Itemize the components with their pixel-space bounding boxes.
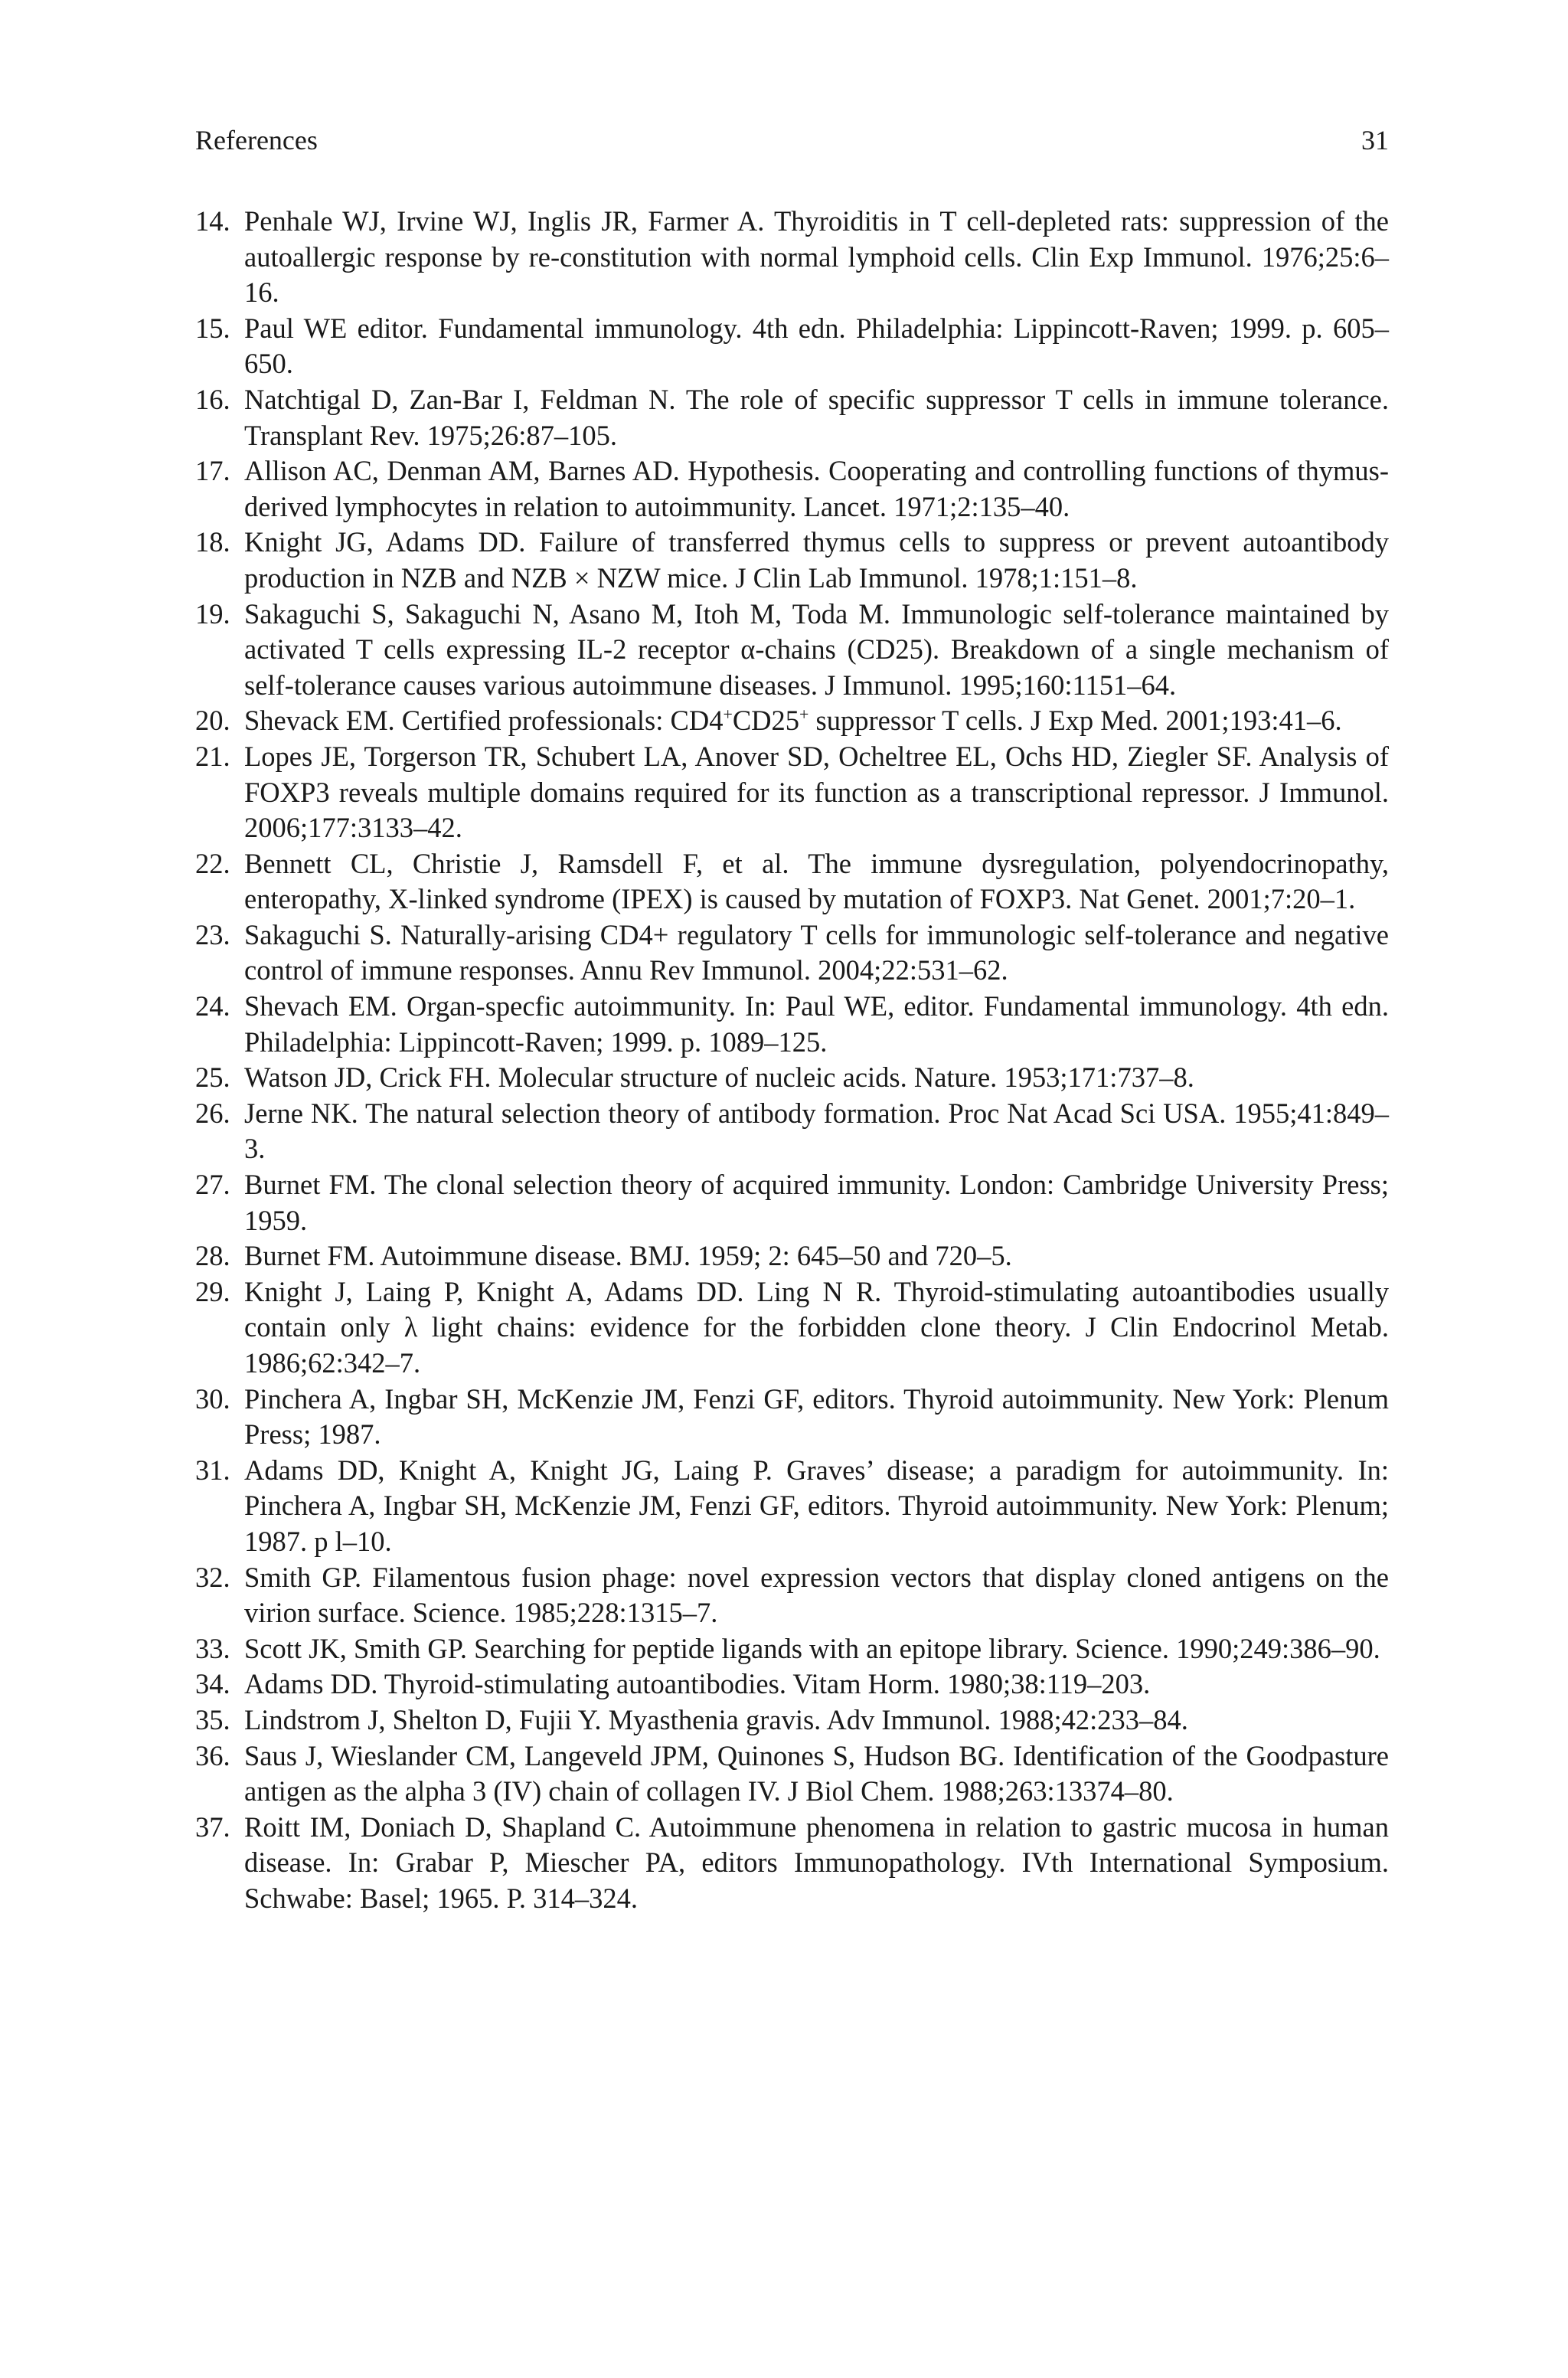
reference-text: Penhale WJ, Irvine WJ, Inglis JR, Farmer A. Thyroiditis in T cell-depleted rats: suppression of the autoallergic response by re-constitution with normal lymphoid cells. Clin Exp Immunol. 1976;25:6–16. [244, 205, 1389, 309]
reference-number: 35. [195, 1703, 230, 1735]
reference-number: 23. [195, 918, 230, 950]
reference-item [195, 1382, 1389, 1453]
reference-number: 28. [195, 1240, 230, 1272]
reference-item [195, 453, 1389, 525]
reference-text: Burnet FM. Autoimmune disease. BMJ. 1959; 2: 645–50 and 720–5. [244, 1240, 1012, 1272]
reference-number: 16. [195, 383, 230, 415]
reference-item [195, 1060, 1389, 1096]
reference-item [195, 1096, 1389, 1167]
reference-text-part: suppressor T cells. J Exp Med. 2001;193:41–6. [808, 705, 1342, 737]
reference-number: 36. [195, 1739, 230, 1771]
reference-item [195, 846, 1389, 918]
reference-item [195, 1667, 1389, 1703]
reference-text: Smith GP. Filamentous fusion phage: novel expression vectors that display cloned antigens on the virion surface. Science. 1985;228:1315–7. [244, 1561, 1389, 1629]
reference-text: Burnet FM. The clonal selection theory of acquired immunity. London: Cambridge University Press; 1959. [244, 1169, 1389, 1236]
reference-text: Allison AC, Denman AM, Barnes AD. Hypothesis. Cooperating and controlling functions of thymus-derived lymphocytes in relation to autoimmunity. Lancet. 1971;2:135–40. [244, 455, 1389, 522]
reference-item [195, 597, 1389, 704]
reference-number: 37. [195, 1810, 230, 1843]
reference-number: 17. [195, 455, 230, 487]
reference-item [195, 739, 1389, 846]
reference-item [195, 1810, 1389, 1917]
page-number: 31 [1361, 125, 1389, 155]
reference-number: 15. [195, 312, 230, 344]
reference-item [195, 311, 1389, 382]
reference-text: Watson JD, Crick FH. Molecular structure of nucleic acids. Nature. 1953;171:737–8. [244, 1061, 1194, 1094]
reference-number: 14. [195, 205, 230, 237]
reference-number: 22. [195, 847, 230, 879]
reference-text: Lindstrom J, Shelton D, Fujii Y. Myasthenia gravis. Adv Immunol. 1988;42:233–84. [244, 1703, 1188, 1735]
reference-text: Adams DD. Thyroid-stimulating autoantibodies. Vitam Horm. 1980;38:119–203. [244, 1668, 1151, 1700]
reference-number: 19. [195, 597, 230, 630]
reference-text [244, 703, 1389, 739]
reference-number: 33. [195, 1632, 230, 1664]
reference-item [195, 918, 1389, 989]
reference-item [195, 1739, 1389, 1810]
reference-number: 25. [195, 1061, 230, 1094]
reference-text: Saus J, Wieslander CM, Langeveld JPM, Quinones S, Hudson BG. Identification of the Goodpasture antigen as the alpha 3 (IV) chain of collagen IV. J Biol Chem. 1988;263:13374–80. [244, 1739, 1389, 1807]
reference-number: 32. [195, 1561, 230, 1593]
reference-text: Lopes JE, Torgerson TR, Schubert LA, Anover SD, Ocheltree EL, Ochs HD, Ziegler SF. Analysis of FOXP3 reveals multiple domains required for its function as a transcriptional repressor. J Immunol. 2006;177:3133–42. [244, 740, 1389, 844]
page-header [195, 124, 1389, 161]
running-head-title: References [195, 125, 318, 155]
reference-item [195, 989, 1389, 1060]
reference-item [195, 1167, 1389, 1238]
reference-number: 20. [195, 705, 230, 737]
reference-text: Bennett CL, Christie J, Ramsdell F, et al. The immune dysregulation, polyendocrinopathy, enteropathy, X-linked syndrome (IPEX) is caused by mutation of FOXP3. Nat Genet. 2001;7:20–1. [244, 847, 1389, 915]
reference-list [195, 204, 1389, 1917]
reference-number: 27. [195, 1169, 230, 1201]
reference-item [195, 1274, 1389, 1382]
reference-number: 24. [195, 990, 230, 1022]
reference-text: Knight J, Laing P, Knight A, Adams DD. Ling N R. Thyroid-stimulating autoantibodies usually contain only λ light chains: evidence for the forbidden clone theory. J Clin Endocrinol Metab. 1986;62:342–7. [244, 1275, 1389, 1379]
reference-text: Jerne NK. The natural selection theory of antibody formation. Proc Nat Acad Sci USA. 1955;41:849–3. [244, 1097, 1389, 1165]
reference-text: Sakaguchi S. Naturally-arising CD4+ regulatory T cells for immunologic self-tolerance and negative control of immune responses. Annu Rev Immunol. 2004;22:531–62. [244, 918, 1389, 986]
reference-text: Paul WE editor. Fundamental immunology. 4th edn. Philadelphia: Lippincott-Raven; 1999. p. 605–650. [244, 312, 1389, 380]
reference-item [195, 703, 1389, 739]
reference-number: 18. [195, 526, 230, 558]
reference-item [195, 1453, 1389, 1560]
reference-text: Natchtigal D, Zan-Bar I, Feldman N. The role of specific suppressor T cells in immune tolerance. Transplant Rev. 1975;26:87–105. [244, 383, 1389, 451]
reference-item [195, 382, 1389, 453]
reference-text: Pinchera A, Ingbar SH, McKenzie JM, Fenzi GF, editors. Thyroid autoimmunity. New York: Plenum Press; 1987. [244, 1382, 1389, 1451]
reference-text: Shevach EM. Organ-specfic autoimmunity. In: Paul WE, editor. Fundamental immunology. 4th edn. Philadelphia: Lippincott-Raven; 1999. p. 1089–125. [244, 990, 1389, 1058]
reference-number: 31. [195, 1454, 230, 1486]
reference-text-part: Shevack EM. Certified professionals: CD4 [244, 705, 724, 737]
reference-number: 30. [195, 1382, 230, 1415]
reference-item [195, 1560, 1389, 1631]
reference-text-part: CD25 [732, 705, 800, 737]
reference-text: Scott JK, Smith GP. Searching for peptide ligands with an epitope library. Science. 1990;249:386–90. [244, 1632, 1380, 1664]
reference-text: Sakaguchi S, Sakaguchi N, Asano M, Itoh M, Toda M. Immunologic self-tolerance maintained by activated T cells expressing IL-2 receptor α-chains (CD25). Breakdown of a single mechanism of self-tolerance causes various autoimmune diseases. J Immunol. 1995;160:1151–64. [244, 597, 1389, 701]
superscript-plus: + [723, 705, 733, 725]
reference-number: 26. [195, 1097, 230, 1129]
reference-item [195, 1703, 1389, 1739]
reference-item [195, 1631, 1389, 1667]
reference-item [195, 204, 1389, 311]
reference-number: 21. [195, 740, 230, 772]
reference-number: 29. [195, 1275, 230, 1307]
reference-text: Roitt IM, Doniach D, Shapland C. Autoimmune phenomena in relation to gastric mucosa in human disease. In: Grabar P, Miescher PA, editors Immunopathology. IVth International Symposium. Schwabe: Basel; 1965. P. 314–324. [244, 1810, 1389, 1914]
reference-text: Adams DD, Knight A, Knight JG, Laing P. Graves’ disease; a paradigm for autoimmunity. In: Pinchera A, Ingbar SH, McKenzie JM, Fenzi GF, editors. Thyroid autoimmunity. New York: Plenum; 1987. p l–10. [244, 1454, 1389, 1557]
reference-text: Knight JG, Adams DD. Failure of transferred thymus cells to suppress or prevent autoantibody production in NZB and NZB × NZW mice. J Clin Lab Immunol. 1978;1:151–8. [244, 526, 1389, 594]
reference-item [195, 1238, 1389, 1274]
superscript-plus: + [799, 705, 809, 725]
reference-number: 34. [195, 1668, 230, 1700]
reference-item [195, 525, 1389, 596]
